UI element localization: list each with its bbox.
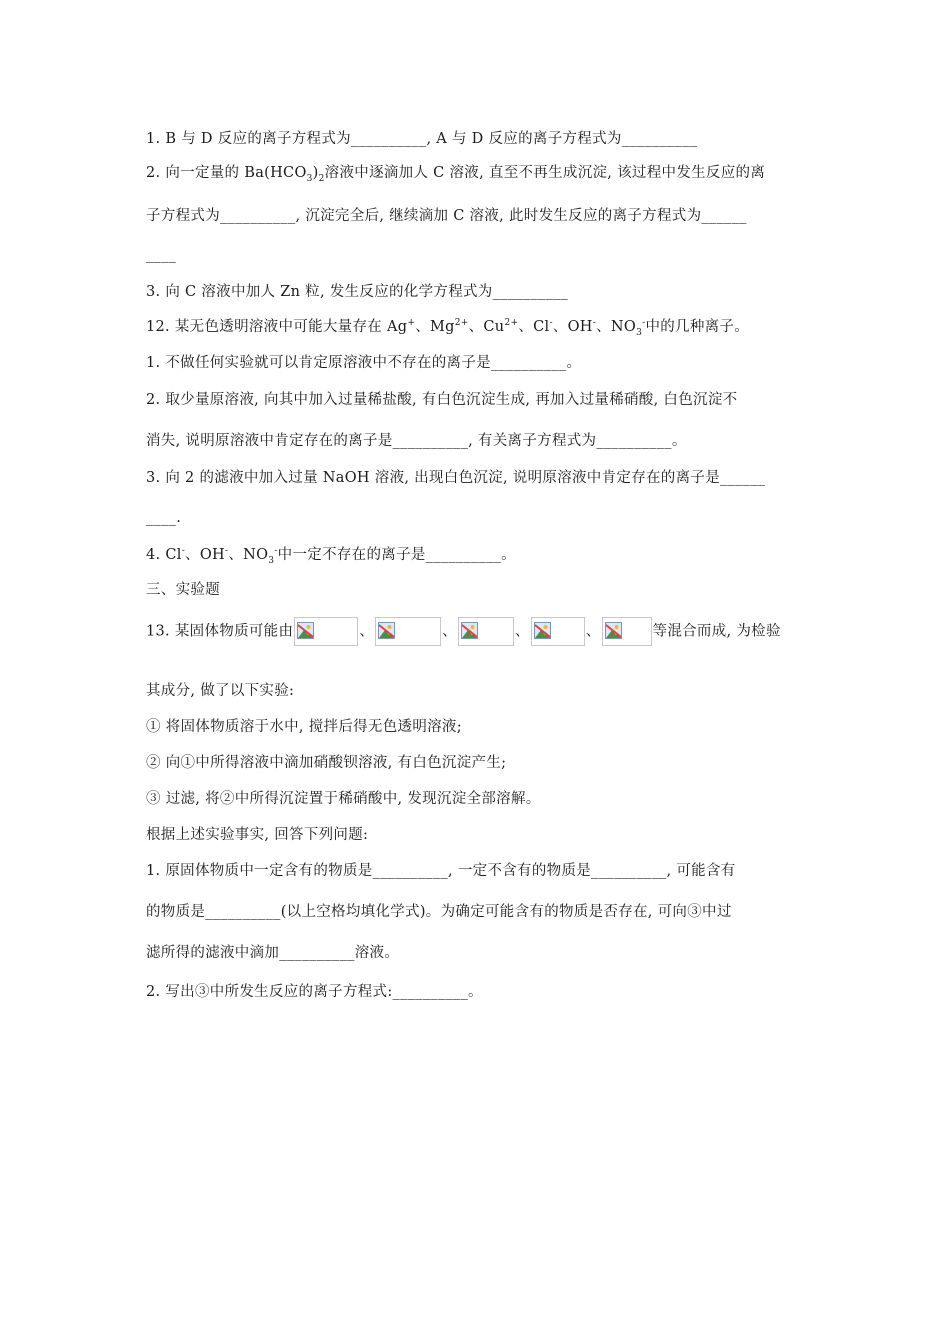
text: 2. 向一定量的 Ba(HCO: [146, 165, 307, 181]
text-line: [146, 431, 687, 451]
text-line: [146, 825, 368, 845]
image-placeholder: [458, 617, 514, 646]
text-line: [146, 717, 462, 737]
text: 2. 写出③中所发生反应的离子方程式:__________。: [146, 984, 483, 1000]
broken-image-icon: [605, 622, 622, 639]
superscript: -: [224, 546, 229, 557]
text-line: [146, 681, 294, 701]
text: ): [312, 165, 319, 181]
text: 中的几种离子。: [645, 319, 750, 335]
broken-image-icon: [378, 622, 395, 639]
text-line: [146, 282, 568, 302]
superscript: -: [642, 318, 646, 329]
image-placeholder: [294, 617, 358, 646]
separator: 、: [514, 623, 530, 640]
superscript: -: [549, 318, 553, 329]
text: 根据上述实验事实, 回答下列问题:: [146, 827, 369, 843]
broken-image-icon: [297, 622, 314, 639]
text: ____: [146, 247, 177, 263]
superscript: +: [407, 318, 416, 329]
broken-image-icon: [534, 622, 551, 639]
text: 子方程式为__________, 沉淀完全后, 继续滴加 C 溶液, 此时发生反应的离子方程式为______: [146, 208, 747, 224]
image-placeholder: [531, 617, 585, 646]
text: 、Cl: [518, 319, 550, 335]
text: ① 将固体物质溶于水中, 搅拌后得无色透明溶液;: [146, 719, 462, 735]
text: 1. B 与 D 反应的离子方程式为__________, A 与 D 反应的离子方程式为__________: [146, 131, 698, 147]
text: 4. Cl: [146, 547, 182, 563]
text-line: [146, 508, 181, 528]
separator: 、: [585, 623, 601, 640]
text-line: [146, 245, 176, 265]
text: 、NO: [596, 319, 637, 335]
text: 消失, 说明原溶液中肯定存在的离子是__________, 有关离子方程式为__________。: [146, 433, 687, 449]
subscript: 3: [636, 327, 643, 338]
subscript: 2: [318, 173, 325, 184]
superscript: 2+: [454, 318, 469, 329]
text-line: [146, 545, 516, 565]
text-line: [146, 317, 749, 337]
section-heading: [146, 580, 220, 600]
text-line: [146, 982, 483, 1002]
text: 3. 向 2 的滤液中加入过量 NaOH 溶液, 出现白色沉淀, 说明原溶液中肯定存在的离子是______: [146, 470, 766, 486]
text: ③ 过滤, 将②中所得沉淀置于稀硝酸中, 发现沉淀全部溶解。: [146, 791, 541, 807]
superscript: -: [181, 546, 186, 557]
text: 、Mg: [415, 319, 455, 335]
text-line: [146, 902, 732, 922]
text: 2. 取少量原溶液, 向其中加入过量稀盐酸, 有白色沉淀生成, 再加入过量稀硝酸, 白色沉淀不: [146, 392, 738, 408]
text-line: [146, 353, 581, 373]
text: 滤所得的滤液中滴加__________溶液。: [146, 945, 400, 961]
text: ② 向①中所得溶液中滴加硝酸钡溶液, 有白色沉淀产生;: [146, 755, 507, 771]
subscript: 3: [268, 555, 275, 566]
broken-image-icon: [461, 622, 478, 639]
superscript: -: [274, 546, 278, 557]
text-line: [146, 206, 747, 226]
text: 的物质是__________(以上空格均填化学式)。为确定可能含有的物质是否存在, 可向③中过: [146, 904, 732, 920]
text-line: [146, 861, 736, 881]
text: 13. 某固体物质可能由: [146, 623, 294, 640]
text: 三、实验题: [146, 582, 220, 598]
separator: 、: [442, 623, 457, 640]
text: ____.: [146, 510, 182, 526]
text: 溶液中逐滴加人 C 溶液, 直至不再生成沉淀, 该过程中发生反应的离: [324, 165, 766, 181]
text-line: [146, 163, 765, 183]
text-line: [146, 789, 541, 809]
text-line: [146, 617, 781, 646]
text-line: [146, 390, 737, 410]
superscript: -: [592, 318, 597, 329]
text: 1. 不做任何实验就可以肯定原溶液中不存在的离子是__________。: [146, 355, 582, 371]
text: 其成分, 做了以下实验:: [146, 683, 295, 699]
text: 1. 原固体物质中一定含有的物质是__________, 一定不含有的物质是__________, 可能含有: [146, 863, 736, 879]
text: 、NO: [228, 547, 269, 563]
text-line: [146, 753, 506, 773]
text: 、OH: [185, 547, 225, 563]
text: 、OH: [552, 319, 593, 335]
text: 、Cu: [468, 319, 505, 335]
subscript: 3: [306, 173, 313, 184]
text: 中一定不存在的离子是__________。: [277, 547, 516, 563]
text: 等混合而成, 为检验: [652, 623, 781, 640]
text-line: [146, 129, 697, 149]
separator: 、: [359, 623, 375, 640]
image-placeholder: [375, 617, 441, 646]
text-line: [146, 943, 399, 963]
text-line: [146, 468, 765, 488]
text: 3. 向 C 溶液中加人 Zn 粒, 发生反应的化学方程式为__________: [146, 284, 569, 300]
superscript: 2+: [504, 318, 519, 329]
text: 12. 某无色透明溶液中可能大量存在 Ag: [146, 319, 408, 335]
image-placeholder: [602, 617, 652, 646]
